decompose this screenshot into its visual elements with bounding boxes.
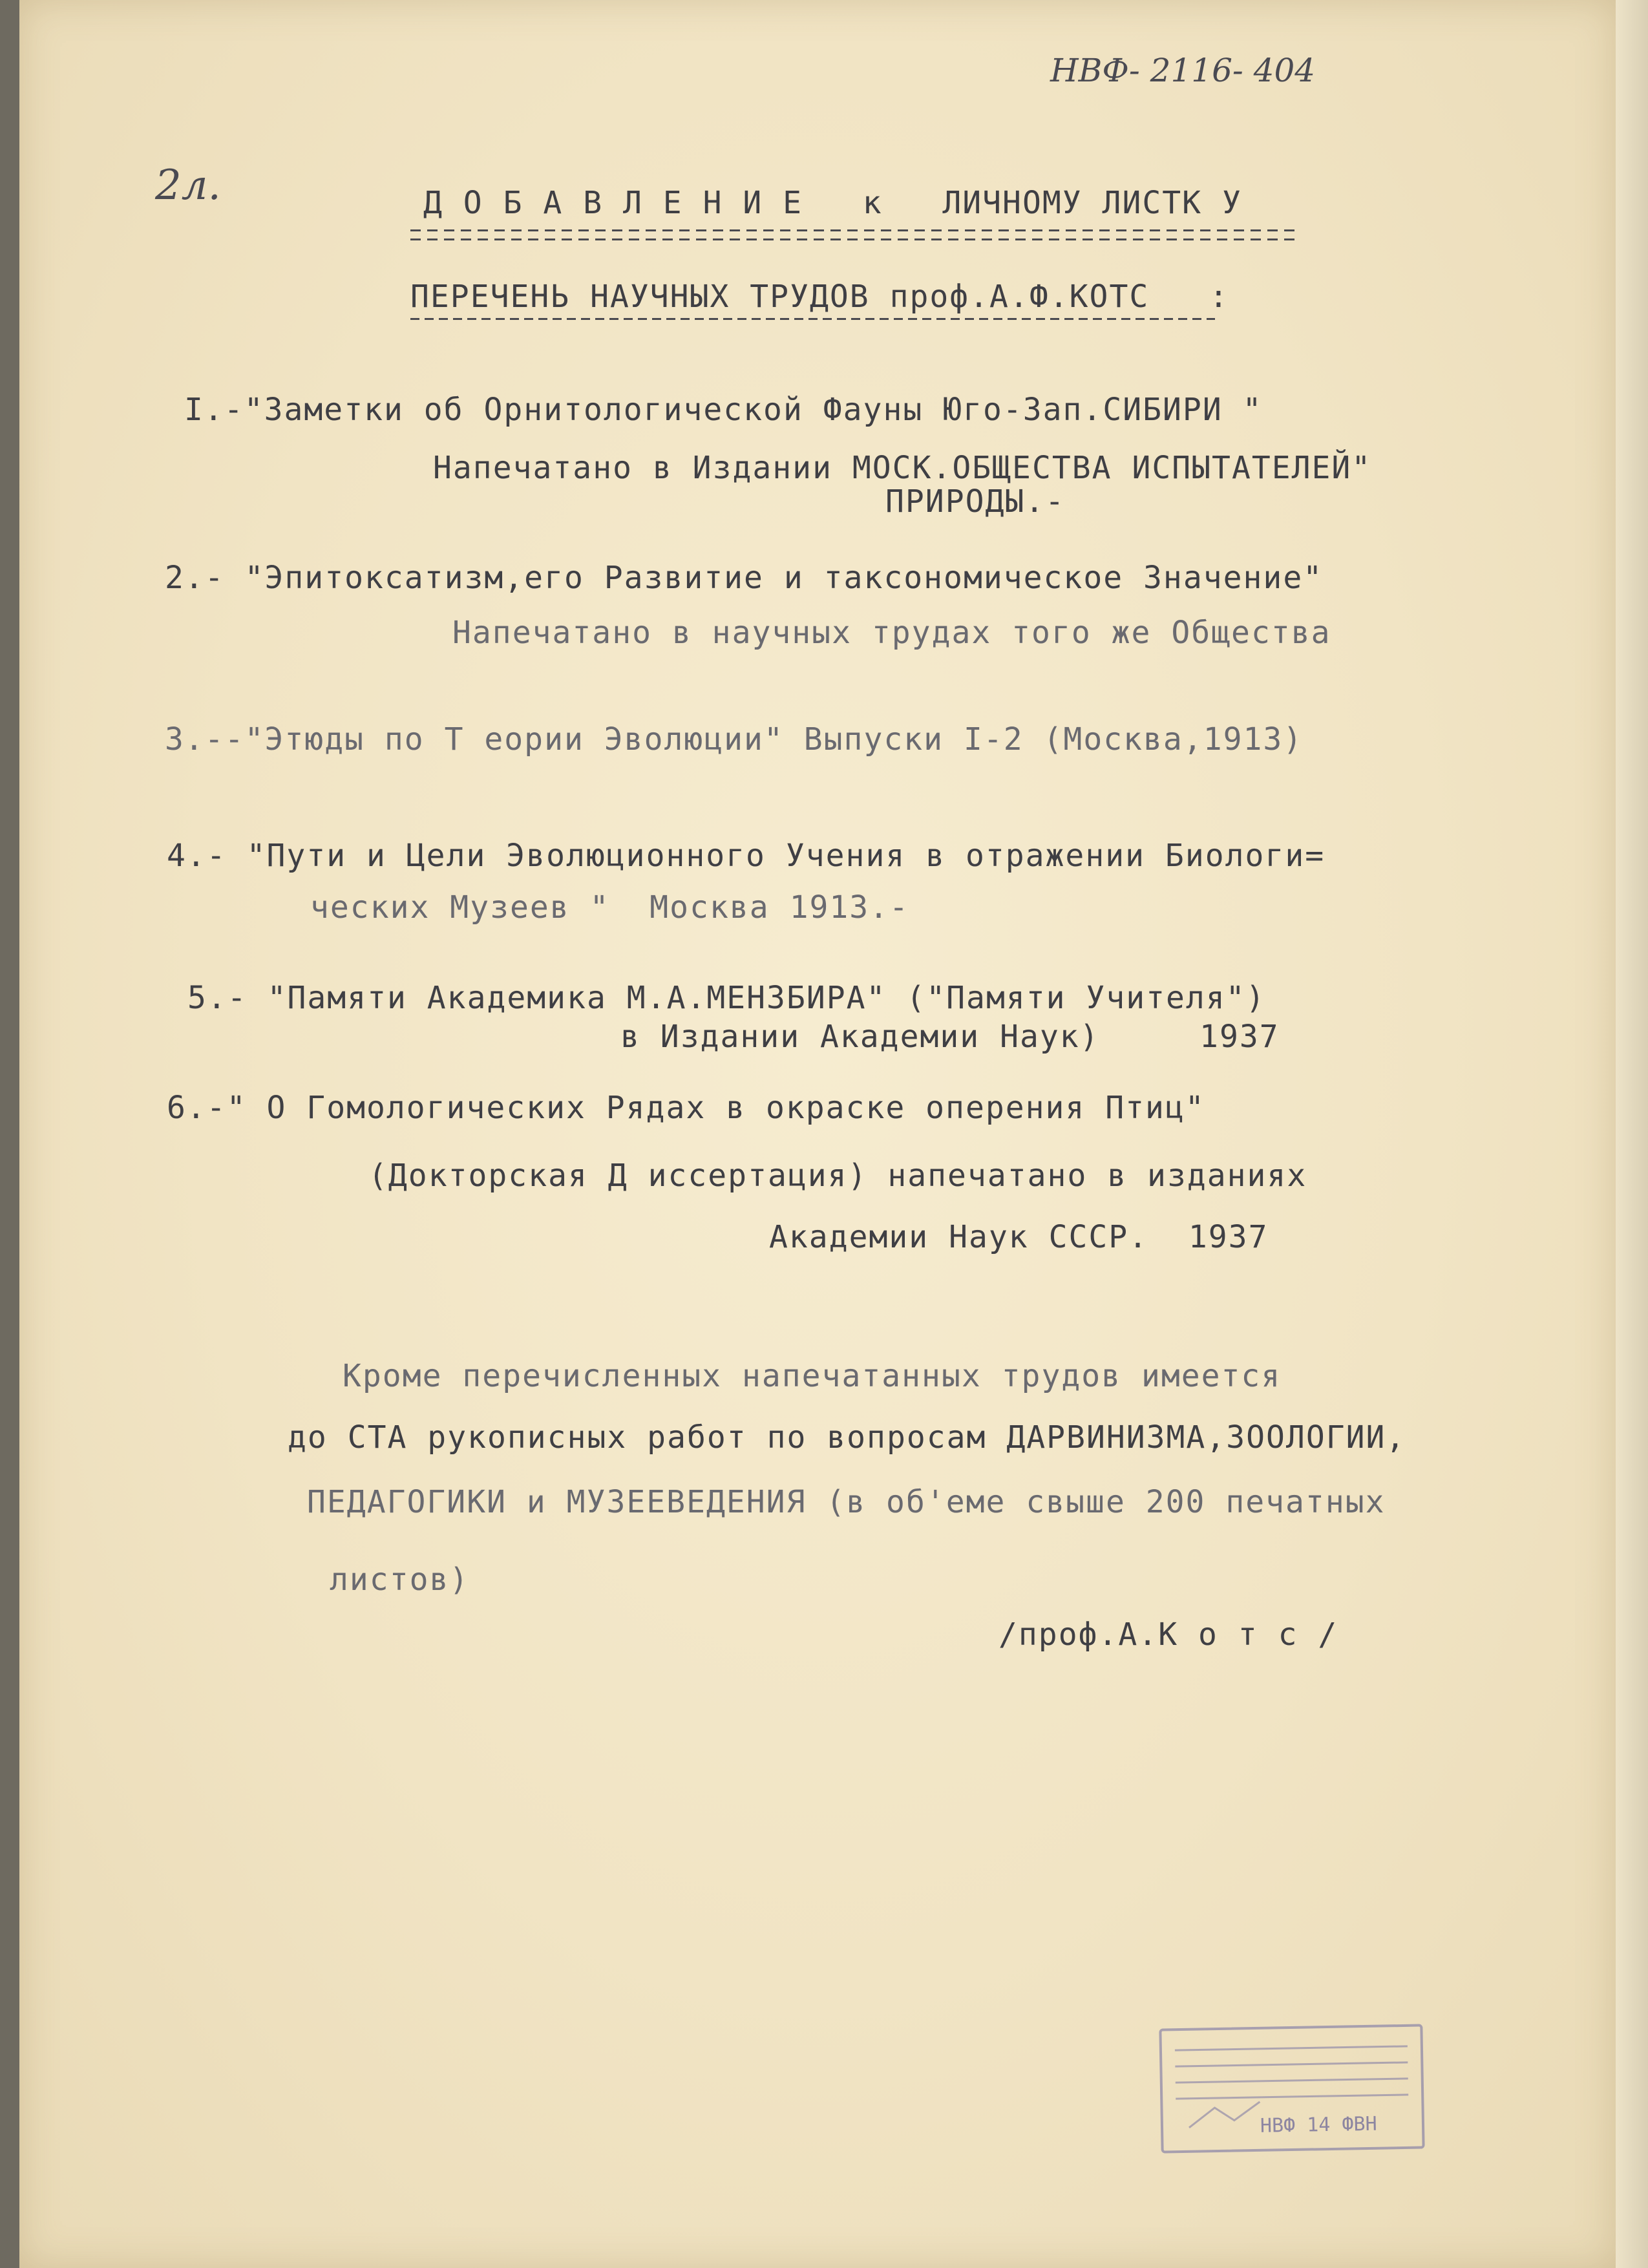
- item-5-publication: в Издании Академии Наук) 1937: [620, 1019, 1280, 1055]
- page-edge: [1616, 0, 1648, 2268]
- stamp-text: НВФ 14 ФВН: [1260, 2112, 1377, 2137]
- item-1-publication-cont: ПРИРОДЫ.-: [885, 483, 1066, 520]
- signature: /проф.А.К о т с /: [998, 1616, 1338, 1653]
- item-4-title: 4.- "Пути и Цели Эволюционного Учения в отражении Биологи=: [167, 838, 1326, 874]
- item-3-title: 3.--"Этюды по Т еории Эволюции" Выпуски I-2 (Москва,1913): [165, 721, 1304, 758]
- item-5-title: 5.- "Памяти Академика М.А.МЕНЗБИРА" ("Памяти Учителя"): [187, 980, 1266, 1016]
- item-6-title: 6.-" О Гомологических Рядах в окраске оперения Птиц": [167, 1090, 1205, 1126]
- document-subtitle: ПЕРЕЧЕНЬ НАУЧНЫХ ТРУДОВ проф.А.Ф.КОТС :: [410, 279, 1229, 315]
- archive-stamp: [1159, 2024, 1424, 2153]
- closing-line-3: ПЕДАГОГИКИ и МУЗЕЕВЕДЕНИЯ (в об'еме свыше 200 печатных: [307, 1484, 1386, 1520]
- item-2-publication: Напечатано в научных трудах того же Общества: [452, 615, 1331, 651]
- item-6-publication-cont: Академии Наук СССР. 1937: [769, 1219, 1269, 1255]
- item-1-title: I.-"Заметки об Орнитологической Фауны Юго-Зап.СИБИРИ ": [184, 392, 1263, 428]
- margin-note: 2л.: [155, 162, 221, 209]
- item-2-title: 2.- "Эпитоксатизм,его Развитие и таксономическое Значение": [165, 560, 1324, 596]
- item-6-publication: (Докторская Д иссертация) напечатано в изданиях: [368, 1158, 1307, 1194]
- title-double-rule: [410, 229, 1299, 244]
- closing-line-4: листов): [330, 1562, 470, 1598]
- archive-code: НВФ- 2116- 404: [1050, 52, 1316, 89]
- document-page: [19, 0, 1616, 2268]
- subtitle-underline: [410, 318, 1215, 320]
- item-4-publication: ческих Музеев " Москва 1913.-: [310, 889, 909, 926]
- closing-line-2: до СТА рукописных работ по вопросам ДАРВИНИЗМА,ЗООЛОГИИ,: [288, 1419, 1406, 1456]
- item-1-publication: Напечатано в Издании МОСК.ОБЩЕСТВА ИСПЫТАТЕЛЕЙ": [433, 450, 1372, 486]
- document-title: Д О Б А В Л Е Н И Е к ЛИЧНОМУ ЛИСТК У: [423, 185, 1242, 221]
- closing-line-1: Кроме перечисленных напечатанных трудов имеется: [343, 1358, 1282, 1394]
